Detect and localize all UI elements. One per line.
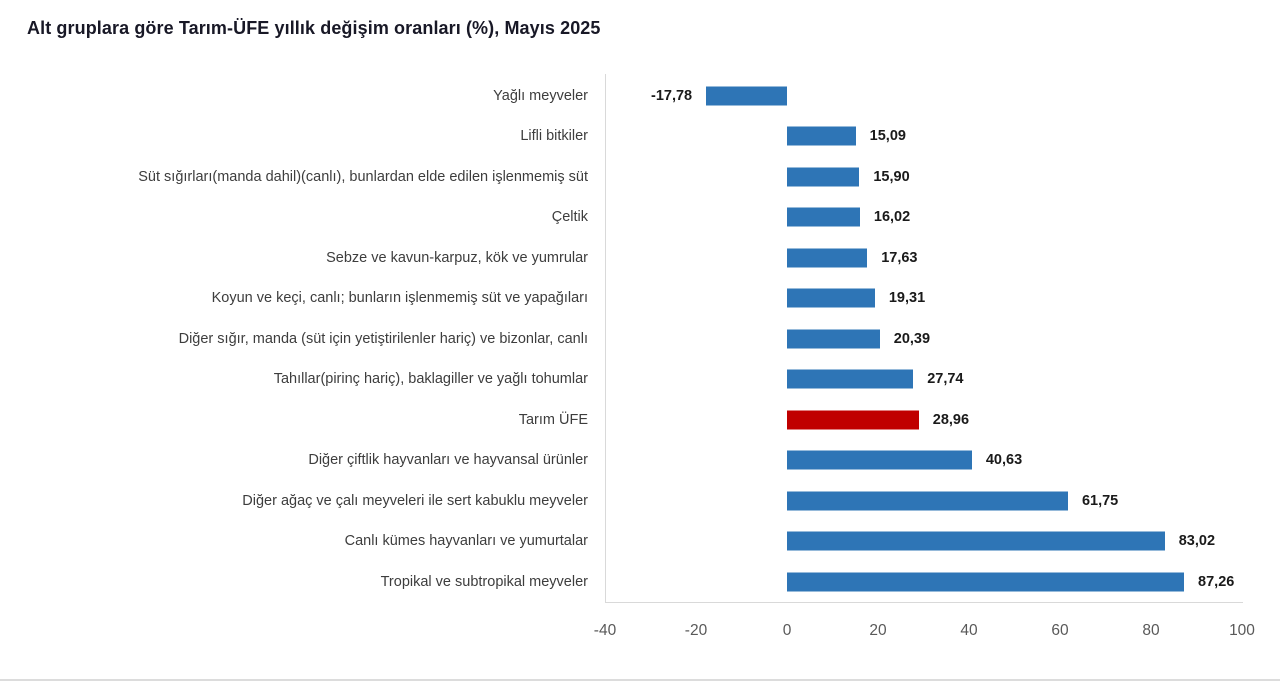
bar (787, 329, 880, 348)
value-label: 28,96 (932, 411, 970, 428)
bar (787, 289, 875, 308)
category-label-highlight: Tarım ÜFE (518, 411, 588, 428)
category-label: Diğer ağaç ve çalı meyveleri ile sert kabuklu meyveler (242, 492, 588, 509)
chart-title: Alt gruplara göre Tarım-ÜFE yıllık değişim oranları (%), Mayıs 2025 (27, 18, 601, 38)
value-label: 20,39 (893, 330, 931, 347)
y-axis-line (605, 74, 606, 602)
category-label: Süt sığırları(manda dahil)(canlı), bunlardan elde edilen işlenmemiş süt (138, 168, 588, 185)
x-axis-tick-label: 0 (782, 622, 792, 639)
category-label: Canlı kümes hayvanları ve yumurtalar (344, 533, 588, 550)
category-label: Çeltik (551, 209, 588, 226)
category-label: Diğer sığır, manda (süt için yetiştirilenler hariç) ve bizonlar, canlı (178, 330, 588, 347)
bar (787, 127, 856, 146)
bar-highlight (787, 410, 919, 429)
value-label: 15,09 (869, 128, 906, 145)
category-label: Tropikal ve subtropikal meyveler (380, 573, 588, 590)
bar (787, 572, 1184, 591)
bar (787, 451, 972, 470)
category-label: Tahıllar(pirinç hariç), baklagiller ve yağlı tohumlar (273, 371, 588, 388)
category-label: Diğer çiftlik hayvanları ve hayvansal ürünler (308, 452, 588, 469)
value-label: 40,63 (985, 452, 1023, 469)
value-label: 15,90 (873, 168, 910, 185)
value-label: 16,02 (873, 209, 911, 226)
value-label: 19,31 (888, 290, 926, 307)
bar (787, 167, 859, 186)
x-axis-tick-label: -40 (593, 622, 617, 639)
x-axis-tick-label: 20 (869, 622, 887, 639)
bar (787, 370, 913, 389)
value-label: 87,26 (1198, 573, 1235, 590)
bar (706, 87, 787, 106)
x-axis-line (605, 602, 1243, 603)
x-axis-tick-label: -20 (684, 622, 708, 639)
bar (787, 248, 867, 267)
bar (787, 208, 860, 227)
value-label: -17,78 (650, 88, 693, 104)
x-axis-tick-label: 40 (960, 622, 978, 639)
x-axis-tick-label: 60 (1051, 622, 1069, 639)
x-axis-tick-label: 80 (1142, 622, 1160, 639)
value-label: 27,74 (927, 371, 964, 388)
bar (787, 532, 1165, 551)
category-label: Sebze ve kavun-karpuz, kök ve yumrular (326, 249, 588, 266)
x-axis-tick-label: 100 (1229, 622, 1255, 639)
category-label: Koyun ve keçi, canlı; bunların işlenmemiş süt ve yapağıları (211, 290, 588, 307)
category-label: Lifli bitkiler (520, 128, 588, 145)
category-label: Yağlı meyveler (493, 88, 588, 104)
value-label: 17,63 (881, 249, 918, 266)
bar (787, 491, 1068, 510)
value-label: 61,75 (1081, 492, 1119, 509)
value-label: 83,02 (1178, 533, 1216, 550)
